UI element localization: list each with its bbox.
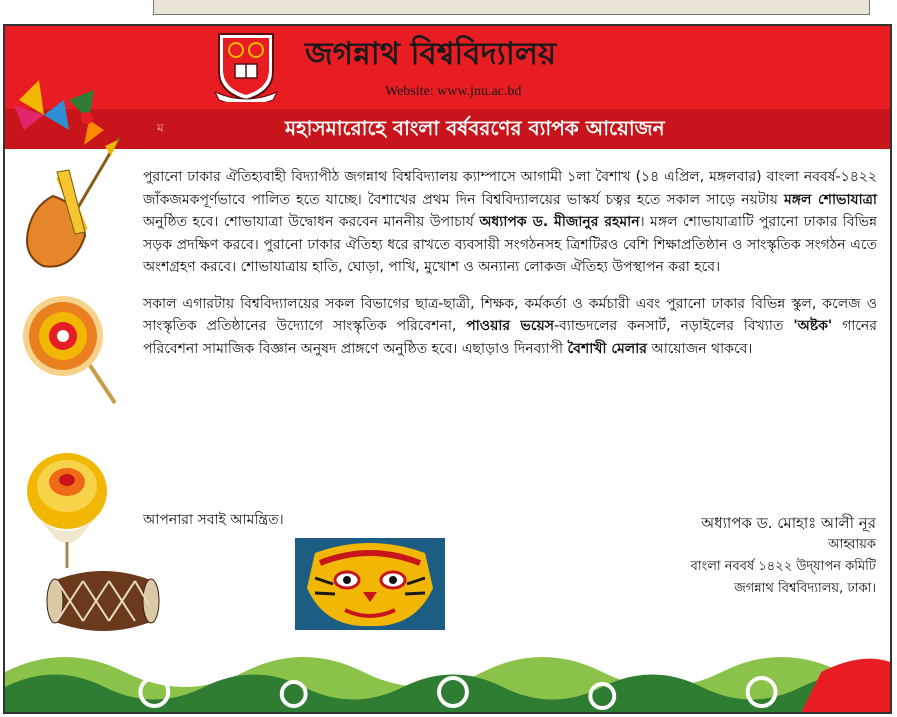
dhol-drum-icon — [43, 561, 163, 641]
spinning-top-icon — [17, 446, 117, 576]
song-name-bold: 'অষ্টক' — [793, 318, 833, 334]
headline: মহাসমারোহে বাংলা বর্ষবরণের ব্যাপক আয়োজন — [285, 116, 665, 140]
university-logo — [213, 30, 279, 102]
tiger-mask-icon — [295, 538, 445, 630]
band-name-bold: পাওয়ার ভয়েস — [466, 318, 554, 334]
signatory-role: আহ্বায়ক — [828, 537, 876, 552]
paragraph-1-part-2: অনুষ্ঠিত হবে। শোভাযাত্রা উদ্বোধন করবেন মাননীয় উপাচার্য — [143, 214, 480, 230]
previous-ad-strip — [153, 0, 870, 15]
invitation-closing: আপনারা সবাই আমন্ত্রিত। — [143, 512, 284, 528]
decorative-letter: ম — [157, 121, 164, 135]
mangal-shobhajatra-bold: মঙ্গল শোভাযাত্রা — [783, 191, 877, 208]
paragraph-2-part-3: গানের পরিবেশনা সামাজিক বিজ্ঞান অনুষদ প্রাঙ্গণে অনুষ্ঠিত হবে। এছাড়াও দিনব্যাপী — [143, 318, 877, 357]
paragraph-2 — [143, 293, 877, 361]
paragraph-1-part-3: । মঙ্গল শোভাযাত্রাটি পুরানো ঢাকার বিভিন্ন সড়ক প্রদক্ষিণ করবে। পুরানো ঢাকার ঐতিহ্য ধরে রাখতে ব্যবসায়ী সংগঠনসহ ত্রিশটিরও বেশি শিক্ষাপ্রতিষ্ঠান ও সাংস্কৃতিক সংগঠন এতে অংশগ্রহণ করবে। শোভাযাত্রায় হাতি, ঘোড়া, পাখি, মুখোশ ও অন্যান্য লোকজ ঐতিহ্য উপস্থাপন করা হবে। — [143, 214, 877, 275]
paragraph-2-part-1: সকাল এগারটায় বিশ্ববিদ্যালয়ের সকল বিভাগের ছাত্র-ছাত্রী, শিক্ষক, কর্মকর্তা ও কর্মচারী এবং পুরানো ঢাকার বিভিন্ন স্কুল, কলেজ ও সাংস্কৃতিক প্রতিষ্ঠানের উদ্যোগে সাংস্কৃতিক পরিবেশনা, — [143, 295, 877, 334]
paragraph-2-part-4: আয়োজন থাকবে। — [647, 340, 753, 357]
university-title: জগন্নাথ বিশ্ববিদ্যালয় — [305, 36, 557, 72]
ektara-icon — [23, 136, 128, 276]
paragraph-1 — [143, 166, 877, 279]
sun-motif-icon — [15, 288, 125, 408]
bottom-leaf-border — [5, 632, 890, 712]
advertisement-frame — [3, 24, 892, 714]
paragraph-2-part-2: -ব্যান্ডদলের কনসার্ট, নড়াইলের বিখ্যাত — [553, 318, 794, 334]
signatory-name: অধ্যাপক ড. মোহাঃ আলী নূর — [701, 514, 876, 532]
committee-name: বাংলা নববর্ষ ১৪২২ উদ্‌যাপন কমিটি — [690, 559, 876, 574]
paragraph-1-part-1: পুরানো ঢাকার ঐতিহ্যবাহী বিদ্যাপীঠ জগন্নাথ বিশ্ববিদ্যালয় ক্যাম্পাসে আগামী ১লা বৈশাখ (১৪ এপ্রিল, মঙ্গলবার) বাংলা নববর্ষ-১৪২২ জাঁকজমকপূর্ণভাবে পালিত হতে যাচ্ছে। বৈশাখের প্রথম দিন বিশ্ববিদ্যালয়ের ভাস্কর্য চত্বর হতে সকাল সাড়ে নয়টায় — [143, 169, 877, 208]
vice-chancellor-name-bold: অধ্যাপক ড. মীজানুর রহমান — [479, 214, 640, 230]
signature-block — [546, 512, 876, 600]
announcement-body — [143, 166, 877, 374]
institution-name: জগন্নাথ বিশ্ববিদ্যালয়, ঢাকা। — [734, 581, 876, 596]
boishakhi-mela-bold: বৈশাখী মেলার — [567, 340, 648, 357]
website-text: Website: www.jnu.ac.bd — [385, 84, 522, 99]
